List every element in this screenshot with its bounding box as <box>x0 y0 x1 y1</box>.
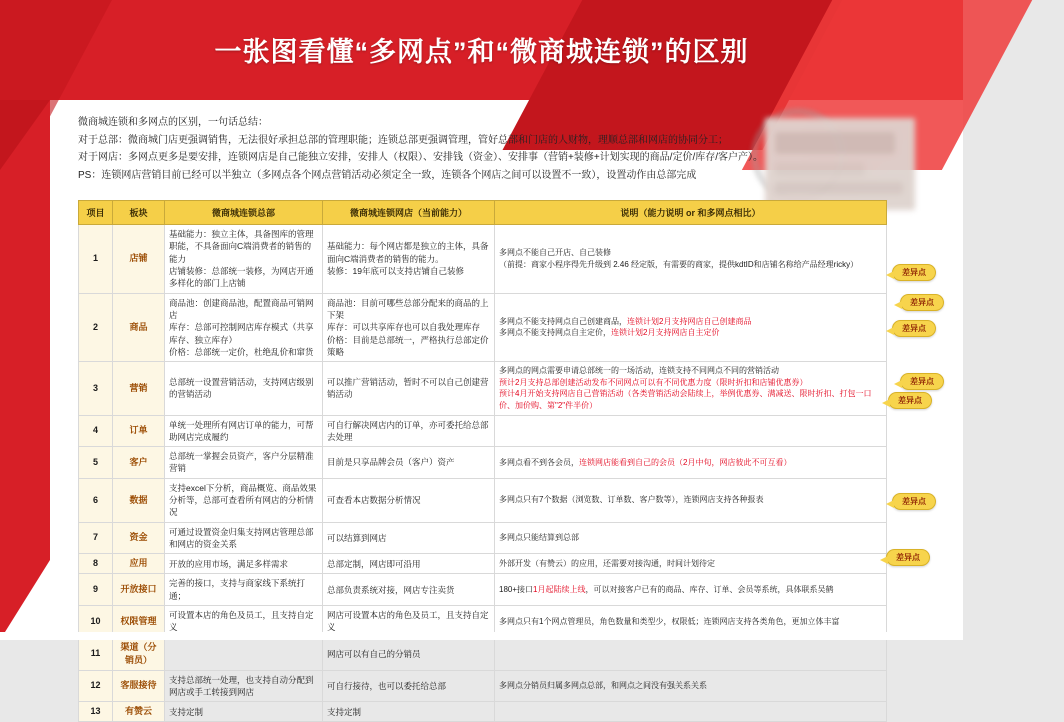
row-hq-cell <box>165 522 323 554</box>
row-note-cell <box>495 637 887 670</box>
row-store-cell <box>323 478 495 522</box>
row-note-cell <box>495 478 887 522</box>
row-hq-cell-line: 基础能力：独立主体，具备图库的管理职能，不具备面向C端消费者的销售的能力 <box>169 229 314 264</box>
row-hq-cell-line: 总部统一设置营销活动，支持网店级别的营销活动 <box>169 377 314 400</box>
row-index: 4 <box>79 415 113 447</box>
row-note-cell-line: 多网点只有7个数据（浏览数、订单数、客户数等），连锁网店支持各种报表 <box>499 495 764 505</box>
row-note-cell-line: 外部开发（有赞云）的应用，还需要对接沟通，时间计划待定 <box>499 559 715 569</box>
intro-line-3: 对于网店：多网点更多是要安排，连锁网店是自己能独立安排，安排人（权限）、安排钱（资金）、安排事（营销+装修+计划实现的商品/定价/库存/客户产）。 <box>78 152 764 163</box>
row-module: 渠道（分销员） <box>113 637 165 670</box>
row-hq-cell-line: 店铺装修：总部统一装修，为网店开通多样化的部门上店铺 <box>169 265 314 289</box>
row-store-cell <box>323 702 495 722</box>
row-store-cell <box>323 637 495 670</box>
row-store-cell-line: 网店可以有自己的分销员 <box>327 648 421 659</box>
difference-callout: 差异点 <box>888 392 932 409</box>
row-store-cell <box>323 670 495 702</box>
table-row <box>79 293 887 362</box>
row-note-cell <box>495 362 887 415</box>
row-hq-cell <box>165 702 323 722</box>
row-store-cell-line: 价格：目前是总部统一，严格执行总部定价策略 <box>327 334 489 357</box>
row-store-cell <box>323 447 495 479</box>
row-index: 2 <box>79 293 113 362</box>
col-header-store: 微商城连锁网店（当前能力） <box>323 201 495 225</box>
row-note-cell <box>495 225 887 294</box>
row-hq-cell <box>165 554 323 574</box>
difference-callout: 差异点 <box>892 264 936 281</box>
row-module: 权限管理 <box>113 605 165 637</box>
row-hq-cell-line: 总部统一掌握会员资产，客户分层精准营销 <box>169 451 314 474</box>
difference-callout: 差异点 <box>900 294 944 311</box>
row-hq-cell-line: 开放的应用市场，满足多样需求 <box>169 558 289 569</box>
row-store-cell-line: 装修：19年底可以支持店铺自己装修 <box>327 265 464 276</box>
row-index: 6 <box>79 478 113 522</box>
row-hq-cell <box>165 415 323 447</box>
row-module: 店铺 <box>113 225 165 294</box>
row-module: 客服接待 <box>113 670 165 702</box>
row-store-cell-line: 商品池：目前可哪些总部分配来的商品的上下架 <box>327 297 489 320</box>
table-row <box>79 637 887 670</box>
row-hq-cell-line: 支持定制 <box>169 706 204 717</box>
row-hq-cell <box>165 574 323 606</box>
row-hq-cell <box>165 225 323 294</box>
table-row <box>79 225 887 294</box>
table-row <box>79 554 887 574</box>
row-index: 13 <box>79 702 113 722</box>
row-module: 应用 <box>113 554 165 574</box>
col-header-item: 项目 <box>79 201 113 225</box>
row-store-cell <box>323 574 495 606</box>
intro-line-1: 微商城连锁和多网点的区别，一句话总结： <box>78 117 268 128</box>
row-module: 资金 <box>113 522 165 554</box>
row-index: 8 <box>79 554 113 574</box>
difference-callout: 差异点 <box>892 320 936 337</box>
difference-callout: 差异点 <box>886 549 930 566</box>
row-hq-cell-line: 商品池：创建商品池，配置商品可销网店 <box>169 297 314 320</box>
intro-line-4: PS：连锁网店营销目前已经可以半独立（多网点各个网点营销活动必须定全一致，连锁各个网店之间可以设置不一致），设置动作由总部完成 <box>78 169 697 181</box>
row-store-cell <box>323 554 495 574</box>
row-module: 开放接口 <box>113 574 165 606</box>
row-note-cell <box>495 447 887 479</box>
col-header-module: 板块 <box>113 201 165 225</box>
row-module: 数据 <box>113 478 165 522</box>
difference-callout: 差异点 <box>900 373 944 390</box>
row-note-cell-line: 多网点分销员归属多网点总部，和网点之间没有强关系关系 <box>499 681 707 691</box>
row-note-cell <box>495 415 887 447</box>
row-hq-cell-line: 单统一处理所有网店订单的能力，可帮助网店完成履约 <box>169 419 314 442</box>
table-header-row <box>79 201 887 225</box>
comparison-table <box>78 200 887 722</box>
row-store-cell <box>323 522 495 554</box>
row-module: 商品 <box>113 293 165 362</box>
row-note-cell-line: 多网点看不到各会员，连锁网店能看到自己的会员（2月中旬，网店彼此不可互看） <box>499 457 792 467</box>
row-index: 3 <box>79 362 113 415</box>
table-row <box>79 522 887 554</box>
row-hq-cell-line: 库存：总部可控制网店库存模式（共享库存、独立库存） <box>169 322 314 345</box>
row-hq-cell <box>165 362 323 415</box>
row-store-cell-line: 可自行接待，也可以委托给总部 <box>327 680 447 691</box>
left-red-strip <box>0 100 50 640</box>
table-row <box>79 415 887 447</box>
row-index: 1 <box>79 225 113 294</box>
row-note-cell-line: 多网点只有1个网点管理员，角色数量和类型少，权限低；连锁网店支持各类角色，更加立体丰富 <box>499 616 840 626</box>
row-hq-cell <box>165 637 323 670</box>
row-note-cell-line: 多网点不能支持网点自己创建商品，连锁计划2月支持网店自己创建商品 <box>499 316 752 326</box>
table-row <box>79 574 887 606</box>
row-store-cell <box>323 362 495 415</box>
row-index: 7 <box>79 522 113 554</box>
table-row <box>79 362 887 415</box>
intro-line-2: 对于总部：微商城门店更强调销售，无法很好承担总部的管理职能；连锁总部更强调管理，管好总部和门店的人财物，理顺总部和网店的协同分工； <box>78 134 728 146</box>
row-note-cell-line: 多网点的网点需要申请总部统一的一场活动，连锁支持不同网点不同的营销活动 <box>499 366 779 376</box>
row-hq-cell <box>165 478 323 522</box>
row-hq-cell-line: 完善的接口，支持与商家线下系统打通； <box>169 578 306 601</box>
row-hq-cell-line: 可通过设置资金归集支持网店管理总部和网店的资金关系 <box>169 526 314 549</box>
row-store-cell-line: 目前是只享品牌会员（客户）资产 <box>327 457 455 468</box>
row-store-cell-line: 支持定制 <box>327 706 362 717</box>
row-note-cell-line: 180+接口1月起陆续上线，可以对接客户已有的商品、库存、订单、会员等系统，具体联系吴鹤 <box>499 584 834 594</box>
row-hq-cell <box>165 293 323 362</box>
row-store-cell-line: 可以推广营销活动，暂时不可以自己创建营销活动 <box>327 377 489 400</box>
row-store-cell-line: 总部负责系统对接，网店专注卖货 <box>327 584 455 595</box>
row-note-cell <box>495 554 887 574</box>
row-note-cell-line: （前提：商家小程序得先升级到 2.46 经定版，有需要的商家，提供kdtID和店铺名称给产品经理ricky） <box>499 259 859 269</box>
row-hq-cell <box>165 447 323 479</box>
difference-callout: 差异点 <box>892 493 936 510</box>
row-module: 有赞云 <box>113 702 165 722</box>
row-note-cell <box>495 702 887 722</box>
row-store-cell <box>323 225 495 294</box>
row-hq-cell <box>165 670 323 702</box>
row-hq-cell-line: 支持总部统一处理，也支持自动分配到网店或手工转接到网店 <box>169 674 314 698</box>
row-index: 11 <box>79 637 113 670</box>
row-index: 12 <box>79 670 113 702</box>
row-note-cell-line: 多网点只能结算到总部 <box>499 533 579 543</box>
row-note-cell-line: 预计4月开始支持网店自己营销活动（各类营销活动会陆续上，举例优惠券、满减送、限时折扣、打包一口价、加价购、第"2"件半价） <box>499 389 872 410</box>
strip-decor-bottom <box>0 560 50 640</box>
row-store-cell-line: 总部定制，网店即可沿用 <box>327 558 421 569</box>
intro-paragraph <box>78 114 808 184</box>
row-note-cell <box>495 293 887 362</box>
page-title: 一张图看懂“多网点”和“微商城连锁”的区别 <box>214 37 749 67</box>
row-store-cell <box>323 415 495 447</box>
table-row <box>79 670 887 702</box>
row-store-cell-line: 可自行解决网店内的订单，亦可委托给总部去处理 <box>327 419 489 442</box>
table-row <box>79 478 887 522</box>
table-body <box>79 225 887 722</box>
row-index: 5 <box>79 447 113 479</box>
table-row <box>79 702 887 722</box>
row-note-cell-line: 预计2月支持总部创建活动发布不同网点可以有不同优惠力度（限时折扣和店铺优惠券） <box>499 377 808 387</box>
col-header-hq: 微商城连锁总部 <box>165 201 323 225</box>
col-header-note: 说明（能力说明 or 和多网点相比） <box>495 201 887 225</box>
row-note-cell-line: 多网点不能自己开店、自己装修 <box>499 248 611 258</box>
row-hq-cell-line: 价格：总部统一定价，杜绝乱价和窜货 <box>169 346 314 357</box>
row-note-cell <box>495 522 887 554</box>
row-note-cell-line: 多网点不能支持网点自主定价，连锁计划2月支持网店自主定价 <box>499 328 720 338</box>
row-note-cell <box>495 574 887 606</box>
row-module: 订单 <box>113 415 165 447</box>
row-index: 10 <box>79 605 113 637</box>
row-store-cell-line: 可以结算到网店 <box>327 532 387 543</box>
row-index: 9 <box>79 574 113 606</box>
row-store-cell-line: 基础能力：每个网店都是独立的主体，具备面向C端消费者的销售的能力。 <box>327 241 489 264</box>
row-store-cell-line: 网店可设置本店的角色及员工，且支持自定义 <box>327 609 489 633</box>
row-store-cell-line: 可查看本店数据分析情况 <box>327 495 421 506</box>
row-hq-cell-line: 支持excel下分析，商品概览、商品效果分析等，总部可查看所有网店的分析情况 <box>169 482 317 518</box>
row-module: 营销 <box>113 362 165 415</box>
row-store-cell-line: 库存：可以共享库存也可以自我处理库存 <box>327 322 481 333</box>
table-row <box>79 447 887 479</box>
row-hq-cell-line: 可设置本店的角色及员工，且支持自定义 <box>169 609 314 633</box>
strip-decor-top <box>0 100 50 170</box>
row-store-cell <box>323 293 495 362</box>
row-module: 客户 <box>113 447 165 479</box>
row-note-cell <box>495 670 887 702</box>
footer-strip <box>0 632 963 640</box>
